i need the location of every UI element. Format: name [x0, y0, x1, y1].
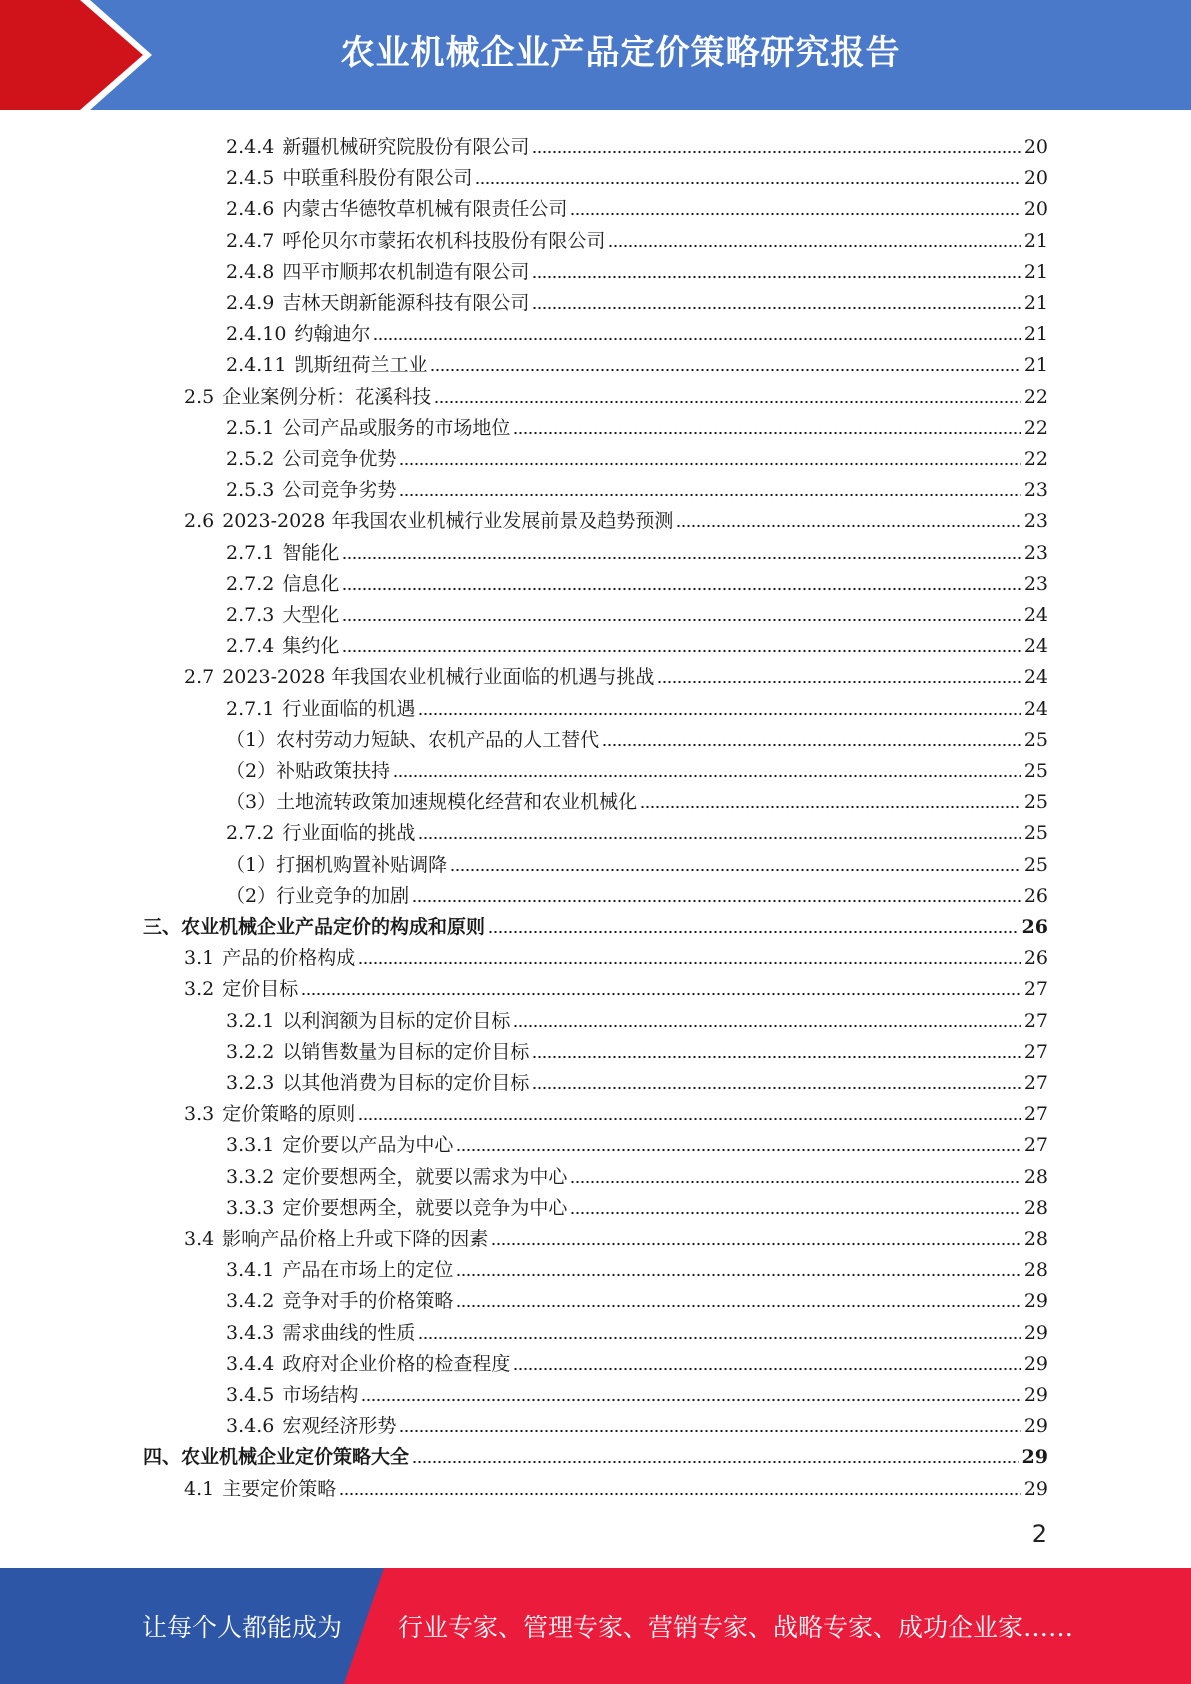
- toc-entry-number: 3.3.1: [226, 1134, 275, 1157]
- toc-entry-number: 2.7.2: [226, 572, 275, 595]
- toc-entry-page: 23: [1023, 541, 1048, 564]
- toc-leader-dots: [342, 577, 1020, 591]
- toc-entry[interactable]: [226, 345, 1048, 376]
- toc-entry-page: 23: [1023, 510, 1048, 533]
- toc-entry-number: 3.4.5: [226, 1384, 275, 1406]
- toc-leader-dots: [570, 1170, 1020, 1184]
- toc-entry-title: 农业机械企业定价策略大全: [181, 1446, 410, 1469]
- toc-entry[interactable]: [226, 1281, 1048, 1312]
- toc-entry-title: 市场结构: [282, 1384, 359, 1406]
- toc-leader-dots: [434, 390, 1021, 404]
- toc-leader-dots: [418, 702, 1020, 716]
- toc-entry-number: 3.4: [184, 1228, 215, 1250]
- toc-leader-dots: [361, 1388, 1020, 1402]
- toc-entry-page: 21: [1023, 323, 1048, 346]
- toc-entry-page: 25: [1023, 728, 1048, 751]
- toc-entry-page: 24: [1023, 604, 1048, 626]
- toc-entry-number: 2.7.2: [226, 822, 275, 845]
- toc-entry[interactable]: [226, 1032, 1048, 1063]
- toc-entry[interactable]: [226, 252, 1048, 283]
- toc-entry-title: 2023-2028 年我国农业机械行业面临的机遇与挑战: [222, 666, 655, 689]
- report-title: 农业机械企业产品定价策略研究报告: [340, 33, 901, 73]
- toc-entry-number: 2.7.3: [226, 604, 275, 626]
- toc-entry-number: 2.7.1: [226, 541, 275, 564]
- toc-entry-number: 3.2.3: [226, 1072, 275, 1094]
- toc-entry-number: 2.4.5: [226, 167, 275, 190]
- toc-entry[interactable]: [226, 1188, 1048, 1219]
- toc-entry-title: 政府对企业价格的检查程度: [282, 1352, 511, 1375]
- toc-entry-number: （2）: [226, 760, 277, 782]
- toc-leader-dots: [342, 639, 1020, 653]
- toc-entry-number: 4.1: [184, 1477, 215, 1500]
- toc-leader-dots: [640, 795, 1021, 809]
- page-footer: [0, 1568, 1191, 1684]
- toc-entry-number: （1）: [226, 728, 277, 751]
- toc-entry-page: 24: [1023, 697, 1048, 720]
- toc-entry[interactable]: [226, 1375, 1048, 1406]
- toc-entry-title: 公司产品或服务的市场地位: [282, 416, 511, 439]
- toc-entry-title: 行业面临的机遇: [282, 697, 416, 720]
- toc-entry[interactable]: [226, 1063, 1048, 1094]
- toc-entry-title: 凯斯纽荷兰工业: [294, 354, 428, 377]
- toc-entry-page: 27: [1023, 1009, 1048, 1032]
- toc-entry-number: 3.2.2: [226, 1040, 275, 1063]
- toc-entry-title: 新疆机械研究院股份有限公司: [282, 136, 530, 158]
- toc-leader-dots: [456, 1263, 1020, 1277]
- footer-slogan-right: 行业专家、管理专家、营销专家、战略专家、成功企业家……: [398, 1613, 1074, 1642]
- toc-leader-dots: [456, 1138, 1020, 1152]
- toc-entry[interactable]: [226, 470, 1048, 501]
- toc-entry-page: 23: [1023, 479, 1048, 502]
- toc-entry-title: 公司竞争劣势: [282, 479, 397, 502]
- toc-entry-title: 补贴政策扶持: [276, 760, 391, 782]
- toc-entry-page: 29: [1023, 1352, 1048, 1375]
- toc-entry-number: 3.3: [184, 1103, 215, 1126]
- toc-leader-dots: [532, 1045, 1020, 1059]
- toc-leader-dots: [532, 296, 1020, 310]
- toc-entry-page: 21: [1023, 260, 1048, 283]
- toc-entry-title: 四平市顺邦农机制造有限公司: [282, 260, 530, 283]
- toc-entry-page: 28: [1023, 1228, 1048, 1250]
- toc-entry[interactable]: [226, 876, 1048, 907]
- toc-entry-title: 集约化: [282, 635, 340, 658]
- toc-entry-title: 影响产品价格上升或下降的因素: [222, 1228, 489, 1250]
- toc-entry-title: 定价目标: [222, 978, 299, 1001]
- toc-entry[interactable]: [226, 221, 1048, 252]
- toc-entry-title: 定价要想两全，就要以竞争为中心: [282, 1196, 568, 1219]
- toc-leader-dots: [373, 327, 1020, 341]
- toc-entry-page: 25: [1023, 760, 1048, 782]
- toc-leader-dots: [513, 1357, 1020, 1371]
- toc-leader-dots: [301, 982, 1021, 996]
- toc-leader-dots: [532, 140, 1020, 154]
- toc-entry[interactable]: [226, 782, 1048, 813]
- toc-entry-page: 29: [1023, 1290, 1048, 1313]
- toc-entry-number: 3.1: [184, 947, 215, 970]
- toc-leader-dots: [532, 1076, 1020, 1090]
- toc-entry-number: 2.4.11: [226, 354, 287, 377]
- toc-leader-dots: [358, 951, 1021, 965]
- toc-entry[interactable]: [226, 189, 1048, 220]
- toc-entry-title: 产品的价格构成: [222, 947, 356, 970]
- toc-leader-dots: [602, 733, 1021, 747]
- toc-entry-number: 2.5.1: [226, 416, 275, 439]
- toc-entry-number: 2.4.10: [226, 323, 287, 346]
- toc-entry-title: 农业机械企业产品定价的构成和原则: [181, 916, 486, 938]
- toc-entry-page: 28: [1023, 1259, 1048, 1282]
- toc-entry-title: 呼伦贝尔市蒙拓农机科技股份有限公司: [282, 229, 606, 252]
- toc-entry-page: 27: [1023, 978, 1048, 1001]
- toc-entry-number: 3.4.1: [226, 1259, 275, 1282]
- toc-entry-title: 以销售数量为目标的定价目标: [282, 1040, 530, 1063]
- toc-entry-title: 大型化: [282, 604, 340, 626]
- toc-entry-title: 打捆机购置补贴调降: [276, 853, 448, 876]
- toc-entry-number: （1）: [226, 853, 277, 876]
- toc-entry[interactable]: [226, 595, 1048, 626]
- toc-entry-page: 27: [1023, 1103, 1048, 1126]
- toc-entry-title: 以其他消费为目标的定价目标: [282, 1072, 530, 1094]
- toc-entry-title: 2023-2028 年我国农业机械行业发展前景及趋势预测: [222, 510, 674, 533]
- toc-leader-dots: [450, 858, 1021, 872]
- toc-entry-title: 信息化: [282, 572, 340, 595]
- toc-entry-number: 3.3.3: [226, 1196, 275, 1219]
- toc-entry[interactable]: [226, 533, 1048, 564]
- toc-entry[interactable]: [184, 377, 1048, 408]
- toc-entry-page: 26: [1023, 947, 1048, 970]
- toc-leader-dots: [342, 608, 1020, 622]
- toc-entry-title: 主要定价策略: [222, 1477, 337, 1500]
- toc-entry-title: 行业竞争的加剧: [276, 884, 410, 907]
- toc-entry[interactable]: [226, 127, 1048, 158]
- toc-entry-number: （2）: [226, 884, 277, 907]
- toc-entry-number: （3）: [226, 791, 277, 814]
- toc-entry[interactable]: [226, 283, 1048, 314]
- toc-entry-title: 吉林天朗新能源科技有限公司: [282, 292, 530, 314]
- toc-entry[interactable]: [226, 439, 1048, 470]
- toc-entry-title: 企业案例分析：花溪科技: [222, 385, 432, 408]
- toc-entry-number: 2.7.1: [226, 697, 275, 720]
- toc-leader-dots: [412, 1450, 1019, 1464]
- toc-entry[interactable]: [226, 813, 1048, 844]
- toc-entry-number: 2.6: [184, 510, 215, 533]
- toc-entry[interactable]: [184, 938, 1048, 969]
- toc-leader-dots: [570, 1201, 1020, 1215]
- toc-entry-title: 农村劳动力短缺、农机产品的人工替代: [276, 728, 600, 751]
- toc-entry-page: 21: [1023, 292, 1048, 314]
- toc-entry-page: 27: [1023, 1040, 1048, 1063]
- toc-entry[interactable]: [226, 626, 1048, 657]
- toc-entry-page: 20: [1023, 167, 1048, 190]
- toc-entry[interactable]: [226, 158, 1048, 189]
- toc-entry-page: 29: [1021, 1446, 1048, 1469]
- toc-entry-page: 22: [1023, 385, 1048, 408]
- toc-entry-title: 宏观经济形势: [282, 1415, 397, 1438]
- toc-leader-dots: [456, 1294, 1020, 1308]
- toc-entry-number: 3.4.6: [226, 1415, 275, 1438]
- toc-leader-dots: [513, 1014, 1020, 1028]
- toc-entry[interactable]: [184, 1469, 1048, 1500]
- toc-entry-number: 四、: [143, 1446, 182, 1469]
- toc-entry-page: 25: [1023, 822, 1048, 845]
- toc-leader-dots: [399, 483, 1020, 497]
- toc-leader-dots: [358, 1107, 1021, 1121]
- toc-entry-page: 28: [1023, 1165, 1048, 1188]
- toc-entry-page: 22: [1023, 448, 1048, 470]
- toc-leader-dots: [418, 826, 1020, 840]
- toc-entry[interactable]: [226, 720, 1048, 751]
- page-header: [0, 0, 1191, 110]
- toc-entry-number: 三、: [143, 916, 182, 938]
- toc-entry[interactable]: [226, 689, 1048, 720]
- toc-entry-title: 行业面临的挑战: [282, 822, 416, 845]
- toc-entry[interactable]: [184, 1094, 1048, 1125]
- toc-entry-title: 约翰迪尔: [294, 323, 371, 346]
- footer-slogan-left: 让每个人都能成为: [142, 1613, 343, 1642]
- toc-leader-dots: [657, 670, 1020, 684]
- toc-entry-page: 22: [1023, 416, 1048, 439]
- toc-entry-page: 26: [1023, 884, 1048, 907]
- toc-entry[interactable]: [143, 1437, 1048, 1468]
- toc-entry-number: 3.4.3: [226, 1321, 275, 1344]
- toc-entry-number: 2.4.9: [226, 292, 275, 314]
- toc-entry[interactable]: [226, 1157, 1048, 1188]
- header-chevron-arrow: [0, 0, 143, 110]
- toc-entry-number: 2.4.8: [226, 260, 275, 283]
- toc-entry-number: 2.5: [184, 385, 215, 408]
- toc-entry-title: 以利润额为目标的定价目标: [282, 1009, 511, 1032]
- toc-leader-dots: [393, 764, 1021, 778]
- toc-entry-page: 24: [1023, 666, 1048, 689]
- toc-entry[interactable]: [226, 1313, 1048, 1344]
- toc-leader-dots: [475, 171, 1020, 185]
- toc-leader-dots: [342, 546, 1020, 560]
- toc-entry[interactable]: [143, 907, 1048, 938]
- toc-entry-title: 定价要以产品为中心: [282, 1134, 454, 1157]
- toc-entry[interactable]: [226, 1250, 1048, 1281]
- toc-entry[interactable]: [226, 314, 1048, 345]
- toc-entry-page: 27: [1023, 1134, 1048, 1157]
- toc-entry-page: 20: [1023, 136, 1048, 158]
- toc-entry-number: 2.4.6: [226, 198, 275, 221]
- page-number: 2: [1031, 1520, 1047, 1548]
- toc-entry-page: 20: [1023, 198, 1048, 221]
- toc-entry-page: 25: [1023, 791, 1048, 814]
- toc-entry[interactable]: [226, 408, 1048, 439]
- toc-entry-title: 竞争对手的价格策略: [282, 1290, 454, 1313]
- toc-entry-title: 定价策略的原则: [222, 1103, 356, 1126]
- toc-entry-number: 2.7.4: [226, 635, 275, 658]
- toc-leader-dots: [399, 1419, 1020, 1433]
- toc-entry-title: 内蒙古华德牧草机械有限责任公司: [282, 198, 568, 221]
- toc-leader-dots: [339, 1482, 1021, 1496]
- toc-entry-number: 3.3.2: [226, 1165, 275, 1188]
- toc-leader-dots: [430, 358, 1020, 372]
- toc-entry-title: 定价要想两全，就要以需求为中心: [282, 1165, 568, 1188]
- toc-entry-number: 2.4.4: [226, 136, 275, 158]
- toc-entry-page: 25: [1023, 853, 1048, 876]
- toc-entry[interactable]: [226, 564, 1048, 595]
- toc-leader-dots: [532, 265, 1020, 279]
- toc-leader-dots: [488, 920, 1019, 934]
- toc-entry[interactable]: [184, 501, 1048, 532]
- toc-leader-dots: [513, 421, 1020, 435]
- toc-entry-page: 29: [1023, 1415, 1048, 1438]
- toc-entry-title: 公司竞争优势: [282, 448, 397, 470]
- toc-entry-page: 24: [1023, 635, 1048, 658]
- toc-entry[interactable]: [226, 1406, 1048, 1437]
- toc-leader-dots: [676, 514, 1020, 528]
- toc-entry-number: 2.5.2: [226, 448, 275, 470]
- toc-entry-title: 土地流转政策加速规模化经营和农业机械化: [276, 791, 638, 814]
- toc-entry[interactable]: [184, 969, 1048, 1000]
- toc-entry[interactable]: [226, 751, 1048, 782]
- toc-entry-number: 3.2: [184, 978, 215, 1001]
- toc-entry-page: 29: [1023, 1477, 1048, 1500]
- toc-leader-dots: [418, 1326, 1020, 1340]
- toc-entry[interactable]: [226, 1344, 1048, 1375]
- toc-entry-page: 26: [1021, 916, 1048, 938]
- toc-entry-page: 21: [1023, 229, 1048, 252]
- toc-leader-dots: [399, 452, 1020, 466]
- toc-leader-dots: [608, 234, 1020, 248]
- toc-entry-page: 29: [1023, 1321, 1048, 1344]
- toc-entry[interactable]: [226, 1001, 1048, 1032]
- toc-entry-number: 2.4.7: [226, 229, 275, 252]
- toc-entry-page: 27: [1023, 1072, 1048, 1094]
- toc-entry-page: 23: [1023, 572, 1048, 595]
- toc-entry-page: 29: [1023, 1384, 1048, 1406]
- toc-entry-number: 3.4.4: [226, 1352, 275, 1375]
- toc-leader-dots: [491, 1232, 1021, 1246]
- toc-entry-number: 3.4.2: [226, 1290, 275, 1313]
- toc-entry-title: 智能化: [282, 541, 340, 564]
- toc-entry-page: 28: [1023, 1196, 1048, 1219]
- toc-entry-number: 3.2.1: [226, 1009, 275, 1032]
- toc-leader-dots: [412, 889, 1021, 903]
- toc-entry[interactable]: [184, 1219, 1048, 1250]
- toc-entry[interactable]: [226, 845, 1048, 876]
- toc-entry-number: 2.5.3: [226, 479, 275, 502]
- toc-leader-dots: [570, 202, 1020, 216]
- toc-entry-number: 2.7: [184, 666, 215, 689]
- toc-entry-page: 21: [1023, 354, 1048, 377]
- toc-entry[interactable]: [226, 1125, 1048, 1156]
- toc-entry[interactable]: [184, 657, 1048, 688]
- toc-entry-title: 需求曲线的性质: [282, 1321, 416, 1344]
- toc-entry-title: 中联重科股份有限公司: [282, 167, 473, 190]
- toc-entry-title: 产品在市场上的定位: [282, 1259, 454, 1282]
